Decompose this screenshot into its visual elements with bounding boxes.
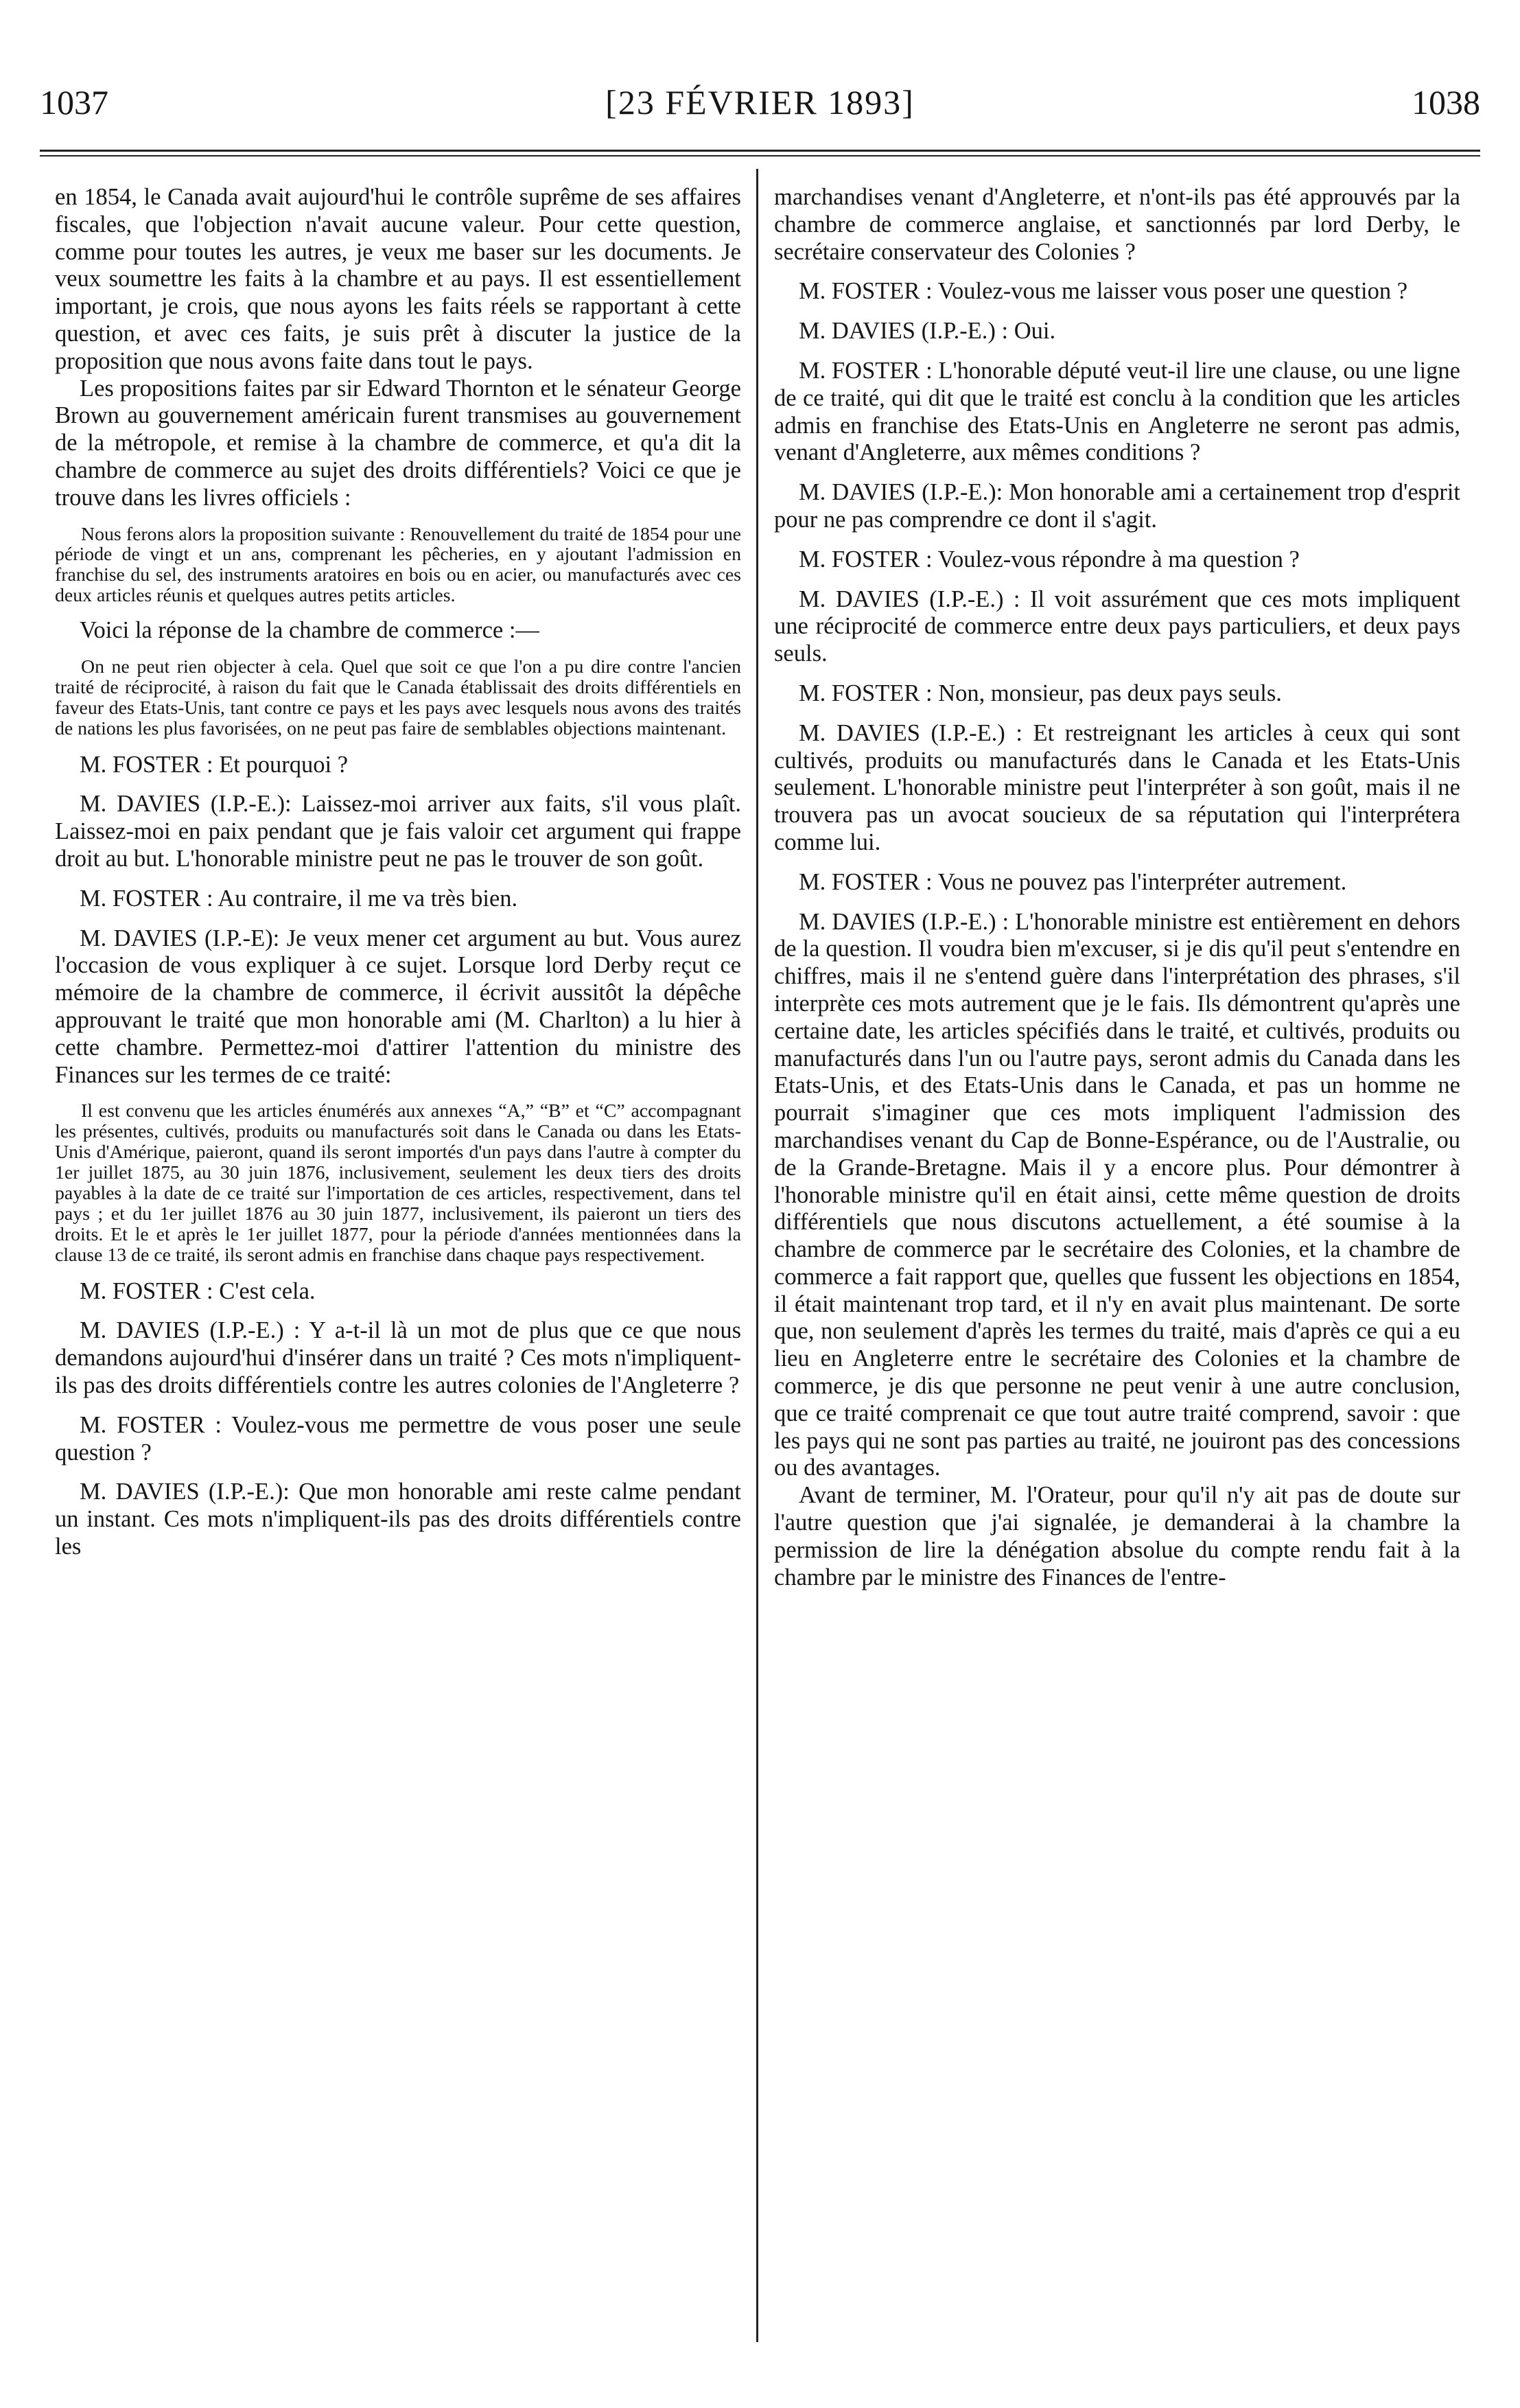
speech-paragraph: M. DAVIES (I.P.-E.): Mon honorable ami a certainement trop d'esprit pour ne pas comprendre ce dont il s'agit.	[774, 479, 1460, 533]
speech-paragraph: M. FOSTER : Voulez-vous répondre à ma question ?	[799, 546, 1300, 572]
body-paragraph: en 1854, le Canada avait aujourd'hui le contrôle suprême de ses affaires fiscales, que l'objection n'avait aucune valeur. Pour cette question, comme pour toutes les autres, je veux me baser sur les documents. Je veux soumettre les faits à la chambre et au pays. Il est essentiellement important, je crois, que nous ayons les faits réels se rapportant à cette question, et avec ces faits, je suis prêt à discuter la justice de la proposition que nous avons faite dans tout le pays.	[55, 184, 741, 374]
body-paragraph: Voici la réponse de la chambre de commerce :—	[80, 617, 539, 644]
column-divider	[756, 169, 758, 2342]
speech-paragraph: M. DAVIES (I.P.-E.): Que mon honorable ami reste calme pendant un instant. Ces mots n'impliquent-ils pas des droits différentiels contre les	[55, 1479, 741, 1560]
speech-paragraph: M. DAVIES (I.P.-E.) : Et restreignant les articles à ceux qui sont cultivés, produits ou manufacturés dans le Canada et les Etats-Unis seulement. L'honorable ministre peut l'interpréter à son goût, mais il ne trouvera pas un avocat soucieux de sa réputation qui l'interprétera comme lui.	[774, 719, 1460, 855]
speech-paragraph: M. FOSTER : Voulez-vous me laisser vous poser une question ?	[799, 278, 1408, 305]
speech-paragraph: M. FOSTER : Et pourquoi ?	[80, 751, 349, 778]
speech-paragraph: M. FOSTER : Voulez-vous me permettre de vous poser une seule question ?	[55, 1411, 741, 1466]
speech-paragraph: M. DAVIES (I.P.-E.): Laissez-moi arriver aux faits, s'il vous plaît. Laissez-moi en paix pendant que je fais valoir cet argument qui frappe droit au but. L'honorable ministre peut ne pas le trouver de son goût.	[55, 791, 741, 872]
speech-paragraph: M. DAVIES (I.P.-E): Je veux mener cet argument au but. Vous aurez l'occasion de vous expliquer à ce sujet. Lorsque lord Derby reçut ce mémoire de la chambre de commerce, il écrivit aussitôt la dépêche approuvant le traité que mon honorable ami (M. Charlton) a lu hier à cette chambre. Permettez-moi d'attirer l'attention du ministre des Finances sur les termes de ce traité:	[55, 925, 741, 1088]
speech-paragraph: M. FOSTER : Non, monsieur, pas deux pays seuls.	[799, 680, 1282, 706]
body-paragraph: marchandises venant d'Angleterre, et n'ont-ils pas été approuvés par la chambre de commerce anglaise, et sanctionnés par lord Derby, le secrétaire conservateur des Colonies ?	[774, 184, 1460, 265]
right-column	[774, 184, 1460, 2342]
speech-paragraph: M. FOSTER : Vous ne pouvez pas l'interpréter autrement.	[799, 868, 1347, 895]
header-date: [23 FÉVRIER 1893]	[605, 83, 915, 121]
page-number-left: 1037	[40, 83, 108, 121]
left-column	[55, 184, 741, 2342]
page-header	[40, 82, 1480, 130]
speech-paragraph: M. DAVIES (I.P.-E.) : Y a-t-il là un mot de plus que ce que nous demandons aujourd'hui d'insérer dans un traité ? Ces mots n'impliquent-ils pas des droits différentiels contre les autres colonies de l'Angleterre ?	[55, 1317, 741, 1399]
speech-paragraph: M. DAVIES (I.P.-E.) : L'honorable ministre est entièrement en dehors de la question. Il voudra bien m'excuser, si je dis qu'il peut s'entendre en chiffres, mais il ne s'entend guère dans l'interprétation des phrases, s'il interprète ces mots autrement que je le fais. Ils démontrent qu'après une certaine date, les articles spécifiés dans le traité, et cultivés, produits ou manufacturés dans l'un ou l'autre pays, seront admis du Canada dans les Etats-Unis, et des Etats-Unis dans le Canada, et pas un homme ne pourrait s'imaginer que ces mots impliquent l'admission des marchandises venant du Cap de Bonne-Espérance, ou de l'Australie, ou de la Grande-Bretagne. Mais il y a encore plus. Pour démontrer à l'honorable ministre qu'il en était ainsi, cette même question de droits différentiels que nous discutons actuellement, a été soumise à la chambre de commerce par le secrétaire des Colonies, et la chambre de commerce a fait rapport que, quelles que fussent les objections en 1854, il était maintenant trop tard, et il n'y en avait plus maintenant. De sorte que, non seulement d'après les termes du traité, mais d'après ce qui a eu lieu en Angleterre entre le secrétaire des Colonies et la chambre de commerce, je dis que personne ne peut venir à une autre conclusion, que ce traité comprenait ce que tout autre traité comprend, savoir : que les pays qui ne sont pas parties au traité, ne jouiront pas des concessions ou des avantages.	[774, 908, 1460, 1481]
body-paragraph: Avant de terminer, M. l'Orateur, pour qu'il n'y ait pas de doute sur l'autre question que j'ai signalée, je demanderai à la chambre la permission de lire la dénégation absolue du compte rendu fait à la chambre par le ministre des Finances de l'entre-	[774, 1482, 1460, 1590]
speech-paragraph: M. FOSTER : Au contraire, il me va très bien.	[80, 885, 518, 912]
speech-paragraph: M. DAVIES (I.P.-E.) : Oui.	[799, 318, 1056, 345]
header-rule-thin	[40, 155, 1480, 157]
quoted-passage: On ne peut rien objecter à cela. Quel que soit ce que l'on a pu dire contre l'ancien traité de réciprocité, à raison du fait que le Canada établissait des droits différentiels en faveur des Etats-Unis, tant contre ce pays et les pays avec lesquels nous avons des traités de nations les plus favorisées, on ne peut pas faire de semblables objections maintenant.	[55, 656, 741, 739]
page-number-right: 1038	[1412, 83, 1480, 121]
body-paragraph: Les propositions faites par sir Edward Thornton et le sénateur George Brown au gouvernement américain furent transmises au gouvernement de la métropole, et remise à la chambre de commerce, et qu'a dit la chambre de commerce au sujet des droits différentiels? Voici ce que je trouve dans les livres officiels :	[55, 375, 741, 511]
header-rule	[40, 150, 1480, 152]
quoted-passage: Il est convenu que les articles énumérés aux annexes “A,” “B” et “C” accompagnant les présentes, cultivés, produits ou manufacturés soit dans le Canada ou dans les Etats-Unis d'Amérique, paieront, quand ils seront importés d'un pays dans l'autre à compter du 1er juillet 1875, au 30 juin 1876, inclusivement, seulement les deux tiers des droits payables à la date de ce traité sur l'importation de ces articles, respectivement, dans tel pays ; et du 1er juillet 1876 au 30 juin 1877, inclusivement, ils paieront un tiers des droits. Et le et après le 1er juillet 1877, pour la période d'années mentionnées dans la clause 13 de ce traité, ils seront admis en franchise dans chaque pays respectivement.	[55, 1100, 741, 1266]
speech-paragraph: M. FOSTER : C'est cela.	[80, 1277, 316, 1304]
speech-paragraph: M. FOSTER : L'honorable député veut-il lire une clause, ou une ligne de ce traité, qui dit que le traité est conclu à la condition que les articles admis en franchise des Etats-Unis en Angleterre ne seront pas admis, venant d'Angleterre, aux mêmes conditions ?	[774, 357, 1460, 466]
quoted-passage: Nous ferons alors la proposition suivante : Renouvellement du traité de 1854 pour une période de vingt et un ans, comprenant les pêcheries, en y ajoutant l'admission en franchise du sel, des instruments aratoires en bois ou en acier, ou manufacturés avec ces deux articles réunis et quelques autres petits articles.	[55, 523, 741, 607]
speech-paragraph: M. DAVIES (I.P.-E.) : Il voit assurément que ces mots impliquent une réciprocité de commerce entre deux pays particuliers, et deux pays seuls.	[774, 586, 1460, 667]
